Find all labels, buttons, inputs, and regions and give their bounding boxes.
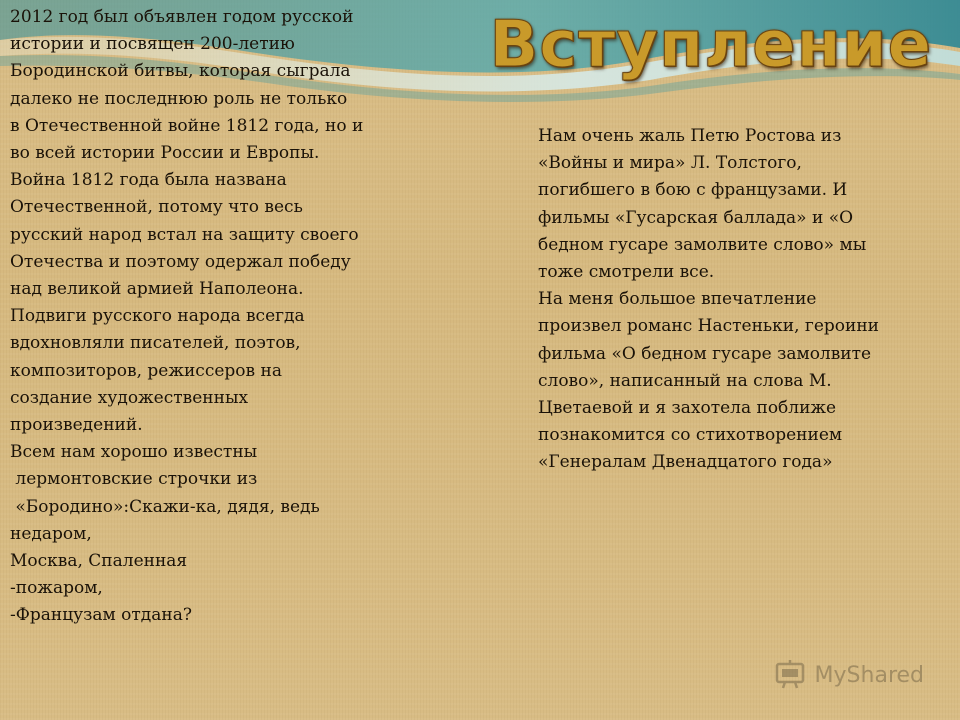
left-text-line: истории и посвящен 200-летию: [10, 34, 295, 55]
left-text-line: Война 1812 года была названа: [10, 170, 287, 191]
myshared-watermark: [775, 660, 924, 690]
left-text-line: композиторов, режиссеров на: [10, 360, 282, 381]
right-text-line: Цветаевой и я захотела поближе: [538, 398, 837, 419]
left-text-line: лермонтовские строчки из: [10, 469, 258, 490]
watermark-text: MyShared: [814, 662, 924, 688]
right-text-line: Нам очень жаль Петю Ростова из: [538, 126, 842, 146]
left-text-line: над великой армией Наполеона.: [10, 279, 304, 300]
left-text-line: русский народ встал на защиту своего: [10, 224, 359, 245]
left-text-line: далеко не последнюю роль не только: [10, 88, 348, 109]
left-text-line: во всей истории России и Европы.: [10, 143, 320, 164]
left-text-line: Отечественной, потому что весь: [10, 197, 303, 218]
left-text-line: Подвиги русского народа всегда: [10, 306, 305, 327]
right-text-line: тоже смотрели все.: [538, 262, 715, 283]
left-text-line: -Французам отдана?: [10, 605, 192, 626]
left-text-line: -пожаром,: [10, 578, 103, 599]
left-text-line: создание художественных: [10, 387, 249, 408]
left-text-line: Москва, Спаленная: [10, 551, 188, 572]
left-text-line: произведений.: [10, 415, 143, 436]
left-text-line: в Отечественной войне 1812 года, но и: [10, 115, 364, 136]
right-text-line: На меня большое впечатление: [538, 289, 817, 310]
left-text-column: [10, 4, 428, 630]
right-text-line: погибшего в бою с французами. И: [538, 180, 848, 201]
left-text-line: Бородинской битвы, которая сыграла: [10, 61, 351, 82]
left-text-line: 2012 год был объявлен годом русской: [10, 7, 354, 27]
left-text-line: Отечества и поэтому одержал победу: [10, 251, 351, 272]
right-text-line: «Войны и мира» Л. Толстого,: [538, 153, 802, 174]
right-text-line: произвел романс Настеньки, героини: [538, 316, 879, 337]
right-text-line: фильмы «Гусарская баллада» и «О: [538, 207, 854, 228]
right-text-line: познакомится со стихотворением: [538, 425, 843, 446]
left-text-line: вдохновляли писателей, поэтов,: [10, 333, 301, 354]
right-text-line: слово», написанный на слова М.: [538, 370, 832, 391]
myshared-logo-icon: [775, 660, 809, 690]
right-text-line: «Генералам Двенадцатого года»: [538, 452, 833, 473]
right-text-column: [538, 123, 954, 477]
right-text-line: фильма «О бедном гусаре замолвите: [538, 343, 872, 364]
left-text-line: недаром,: [10, 523, 92, 544]
left-text-line: Всем нам хорошо известны: [10, 442, 258, 463]
slide-title: Вступление: [489, 8, 932, 82]
left-text-line: «Бородино»:Скажи-ка, дядя, ведь: [10, 496, 320, 517]
right-text-line: бедном гусаре замолвите слово» мы: [538, 234, 867, 255]
